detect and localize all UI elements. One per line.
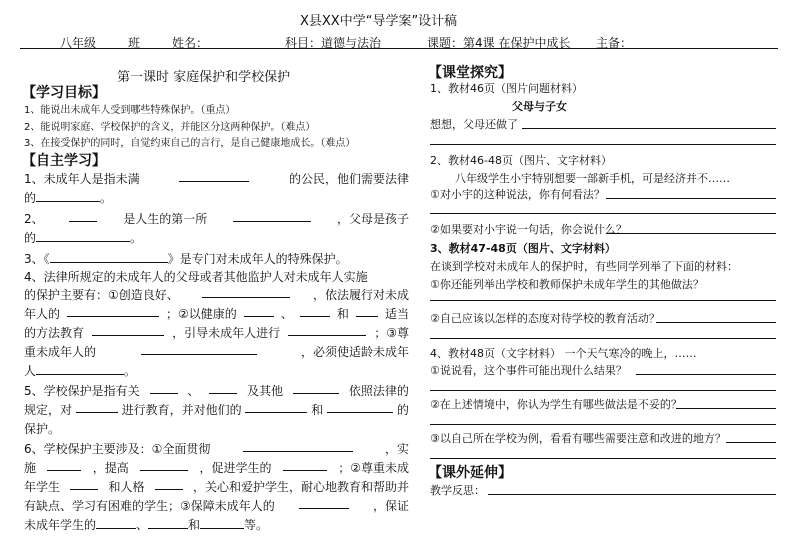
q4-blank-8[interactable] — [141, 343, 257, 355]
question-6-line-5: 未成年学生的 、 和 等。 — [24, 518, 269, 532]
q6-blank-2[interactable] — [47, 459, 81, 471]
question-2-line-1: 2、 是人生的第一所 ，父母是孩子 — [24, 212, 409, 226]
lesson-title: 第一课时 家庭保护和学校保护 — [117, 70, 291, 85]
explore-4-question-2: ②在上述情境中，你认为学生有哪些做法是不妥的？ — [430, 398, 682, 411]
question-2-line-2: 的 。 — [24, 231, 143, 245]
question-4-line-5: 重未成年人的 ，必须使适龄未成年 — [24, 345, 409, 359]
q6-blank-5[interactable] — [70, 478, 98, 490]
self-study-heading: 【自主学习】 — [22, 153, 106, 169]
answer-line[interactable] — [656, 322, 776, 323]
explore-4-question-3: ③以自己所在学校为例，看看有哪些需要注意和改进的地方？ — [430, 432, 726, 445]
editor-label: 主备： — [596, 36, 633, 50]
goal-1: 1、能说出未成年人受到哪些特殊保护。（重点） — [24, 105, 236, 116]
answer-line[interactable] — [726, 442, 776, 443]
q4-blank-2[interactable] — [67, 305, 159, 317]
q4-blank-6[interactable] — [92, 324, 164, 336]
explore-2-title: 2、教材46-48页（图片、文字材料） — [430, 154, 612, 167]
explore-heading: 【课堂探究】 — [428, 65, 512, 81]
explore-4-title: 4、教材48页（文字材料） 一个天气寒冷的晚上，…… — [430, 347, 697, 360]
answer-line[interactable] — [430, 300, 776, 301]
q6-blank-6[interactable] — [155, 478, 183, 490]
explore-3-question-1: ①你还能列举出学校和教师保护未成年学生的其他做法？ — [430, 278, 704, 291]
q5-blank-4[interactable] — [76, 401, 118, 413]
question-4-line-6: 人 。 — [24, 364, 137, 378]
reflection-label: 教学反思： — [430, 484, 485, 497]
answer-line[interactable] — [636, 374, 776, 375]
q2-blank-3[interactable] — [36, 230, 130, 242]
answer-line[interactable] — [430, 144, 776, 145]
explore-2-story: 八年级学生小宇特别想要一部新手机，可是经济并不…… — [455, 172, 730, 185]
class-label: 班 — [128, 36, 141, 50]
q2-blank-2[interactable] — [233, 210, 311, 222]
question-4-line-4: 的方法教育 ，引导未成年人进行 ；③尊 — [24, 326, 409, 340]
question-4-line-1: 4、法律所规定的未成年人的父母或者其他监护人对未成年人实施 — [24, 270, 368, 284]
q2-blank-1[interactable] — [69, 210, 97, 222]
goal-3: 3、在接受保护的同时，自觉约束自己的言行，是自己健康地成长。（难点） — [24, 138, 356, 149]
answer-line[interactable] — [430, 458, 776, 459]
answer-line[interactable] — [430, 213, 776, 214]
question-1-line-2: 的 。 — [24, 191, 113, 205]
explore-1-question: 想想，父母还做了 — [430, 118, 518, 131]
goal-2: 2、能说明家庭、学校保护的含义，并能区分这两种保护。（难点） — [24, 122, 316, 133]
answer-line[interactable] — [606, 198, 776, 199]
explore-2-question-1: ①对小宇的这种说法，你有何看法？ — [430, 188, 605, 201]
header-rule — [20, 48, 778, 49]
q5-blank-5[interactable] — [245, 401, 307, 413]
explore-4-question-1: ①说说看，这个事件可能出现什么结果？ — [430, 364, 627, 377]
document-title: X县XX中学“导学案”设计稿 — [300, 14, 458, 29]
question-5-line-1: 5、学校保护是指有关 、 及其他 依照法律的 — [24, 384, 409, 398]
reflection-line[interactable] — [488, 494, 776, 495]
question-1-line-1 — [24, 170, 409, 187]
q1-blank-protection[interactable] — [36, 190, 100, 202]
goals-heading: 【学习目标】 — [22, 85, 106, 101]
answer-line[interactable] — [430, 424, 776, 425]
question-3: 3、《 》是专门对未成年人的特殊保护。 — [24, 252, 348, 266]
explore-3-title: 3、教材47-48页（图片、文字材料） — [430, 242, 616, 255]
q6-blank-7[interactable] — [299, 497, 349, 509]
question-4-line-3: 年人的 ；②以健康的 、 和 适当 — [24, 307, 409, 321]
q6-blank-8[interactable] — [96, 517, 136, 529]
q5-blank-6[interactable] — [327, 401, 393, 413]
q6-blank-10[interactable] — [200, 517, 244, 529]
question-4-line-2: 的保护主要有：①创造良好、 ，依法履行对未成 — [24, 288, 409, 302]
q3-blank-law[interactable] — [50, 251, 168, 263]
q4-blank-1[interactable] — [202, 286, 290, 298]
q1-text-a: 1、未成年人是指未满 — [24, 172, 140, 186]
answer-line[interactable] — [430, 338, 776, 339]
explore-1-subtitle: 父母与子女 — [512, 100, 567, 113]
answer-line[interactable] — [676, 408, 776, 409]
answer-line[interactable] — [606, 233, 776, 234]
extension-heading: 【课外延伸】 — [428, 465, 512, 481]
q5-blank-2[interactable] — [209, 382, 237, 394]
question-5-line-2: 规定，对 进行教育，并对他们的 和 的 — [24, 403, 409, 417]
q5-blank-1[interactable] — [150, 382, 178, 394]
question-6-line-4: 有缺点、学习有困难的学生；③保障未成年人的 ，保证 — [24, 499, 409, 513]
explore-2-question-2: ②如果要对小宇说一句话，你会说什么？ — [430, 223, 627, 236]
q4-blank-3[interactable] — [244, 305, 274, 317]
q6-blank-3[interactable] — [140, 459, 188, 471]
name-label: 姓名： — [172, 36, 209, 50]
q1-blank-age[interactable] — [179, 170, 249, 182]
explore-3-question-2: ②自己应该以怎样的态度对待学校的教育活动？ — [430, 312, 660, 325]
grade-label: 八年级 — [60, 36, 97, 50]
explore-3-intro: 在谈到学校对未成年人的保护时，有些同学列举了下面的材料： — [430, 260, 738, 273]
q4-blank-4[interactable] — [300, 305, 330, 317]
question-6-line-2: 施 ，提高 ，促进学生的 ；②尊重未成 — [24, 461, 409, 475]
q5-blank-3[interactable] — [293, 382, 339, 394]
q4-blank-5[interactable] — [356, 305, 378, 317]
q4-blank-7[interactable] — [288, 324, 366, 336]
question-6-line-1: 6、学校保护主要涉及：①全面贯彻 ，实 — [24, 442, 409, 456]
q4-blank-9[interactable] — [36, 363, 124, 375]
q1-text-b: 的公民，他们需要法律 — [288, 172, 409, 186]
q6-blank-1[interactable] — [243, 440, 353, 452]
answer-line[interactable] — [522, 128, 776, 129]
explore-1-title: 1、教材46页（图片问题材料） — [430, 82, 583, 95]
subject-label: 科目：道德与法治 — [285, 36, 382, 50]
q6-blank-4[interactable] — [283, 459, 327, 471]
question-6-line-3: 年学生 和人格 ，关心和爱护学生，耐心地教育和帮助并 — [24, 480, 409, 494]
q6-blank-9[interactable] — [148, 517, 188, 529]
answer-line[interactable] — [430, 390, 776, 391]
question-5-line-3: 保护。 — [24, 422, 61, 436]
topic-label: 课题：第4课 在保护中成长 — [427, 36, 571, 50]
